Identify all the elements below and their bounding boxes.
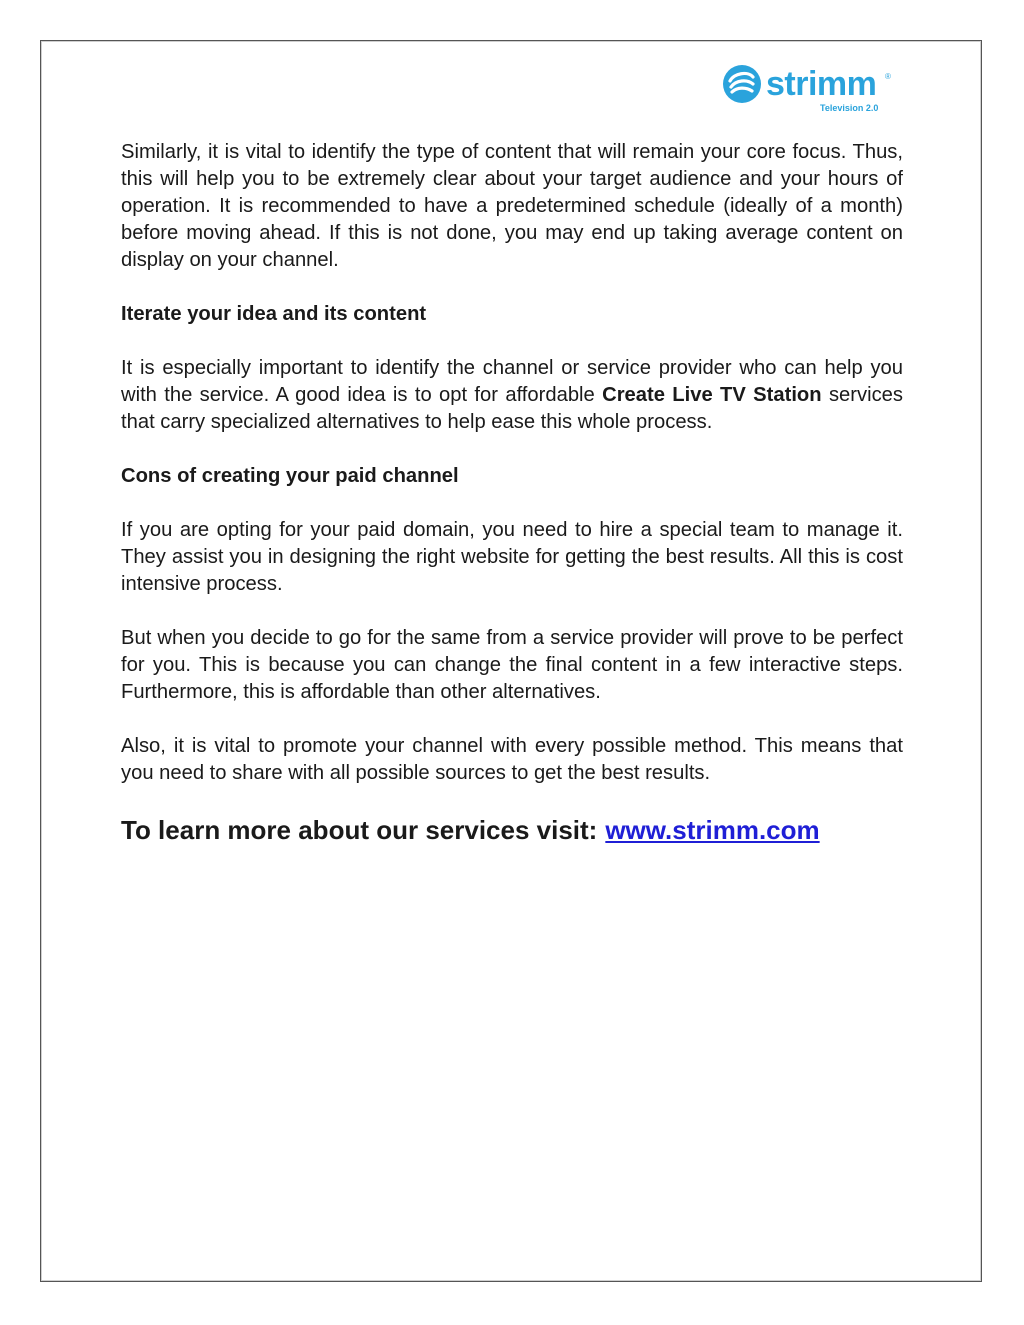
strimm-logo (722, 64, 897, 116)
paragraph-service-provider-benefit: But when you decide to go for the same from a service provider will prove to be perfect for you. This is because you can change the final content in a few interactive steps. Furthermore, this is affordable than other alternatives. (121, 627, 903, 703)
cta-text: To learn more about our services visit: (121, 815, 598, 845)
call-to-action (121, 814, 903, 846)
paragraph-service-provider-start: It is especially important to identify the channel or service provider who can help you with the service. A good idea is to opt for affordable (121, 357, 903, 406)
heading-cons-paid-channel: Cons of creating your paid channel (121, 465, 459, 487)
paragraph-promote-channel: Also, it is vital to promote your channel with every possible method. This means that you need to share with all possible sources to get the best results. (121, 735, 903, 784)
logo-tagline: Television 2.0 (820, 103, 879, 113)
logo-wordmark: strimm (766, 65, 877, 103)
paragraph-service-provider (121, 355, 903, 436)
strimm-website-link[interactable]: www.strimm.com (605, 815, 820, 845)
create-live-tv-station-emphasis: Create Live TV Station (602, 384, 822, 406)
strimm-swirl-icon (722, 64, 762, 104)
paragraph-service-provider-end: services that carry specialized alternatives to help ease this whole process. (121, 384, 903, 433)
heading-iterate-idea: Iterate your idea and its content (121, 303, 427, 325)
paragraph-intro: Similarly, it is vital to identify the type of content that will remain your core focus. Thus, this will help you to be extremely clear about your target audience and your hours of operation. It is recommended to have a predetermined schedule (ideally of a month) before moving ahead. If this is not done, you may end up taking average content on display on your channel. (121, 141, 903, 271)
paragraph-paid-domain: If you are opting for your paid domain, you need to hire a special team to manage it. They assist you in designing the right website for getting the best results. All this is cost intensive process. (121, 519, 903, 595)
logo-registered-mark: ® (885, 72, 891, 81)
document-body (121, 139, 903, 846)
